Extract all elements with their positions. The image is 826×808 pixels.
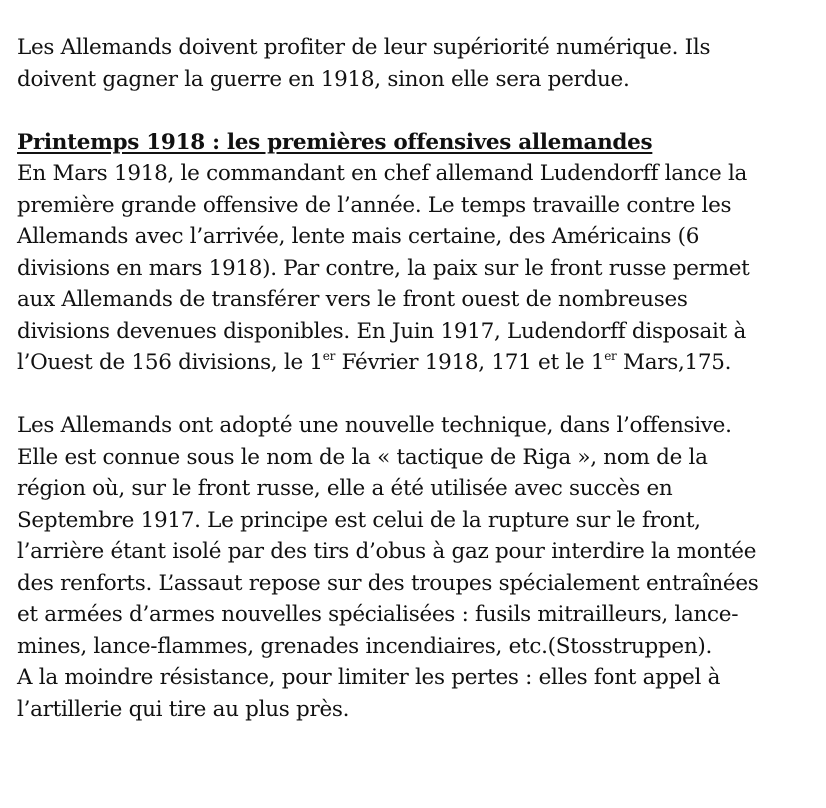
text-line: et armées d’armes nouvelles spécialisées : fusils mitrailleurs, lance- <box>17 602 739 627</box>
text-line: divisions devenues disponibles. En Juin 1917, Ludendorff disposait à <box>17 318 747 344</box>
text-line-with-superscripts <box>17 347 817 379</box>
text-line: mines, lance-flammes, grenades incendiaires, etc.(Stosstruppen). <box>17 633 713 659</box>
intro-paragraph <box>17 32 817 95</box>
text-line: divisions en mars 1918). Par contre, la paix sur le front russe permet <box>17 255 750 281</box>
text-line: première grande offensive de l’année. Le temps travaille contre les <box>17 192 732 218</box>
superscript: er <box>604 349 617 363</box>
section1-paragraph <box>17 158 817 379</box>
document-page <box>17 32 817 725</box>
paragraph-spacer <box>17 95 817 127</box>
text-line: des renforts. L’assaut repose sur des troupes spécialement entraînées <box>17 570 759 596</box>
text-line: En Mars 1918, le commandant en chef allemand Ludendorff lance la <box>17 161 748 186</box>
text-line: Elle est connue sous le nom de la « tactique de Riga », nom de la <box>17 444 708 470</box>
superscript: er <box>322 349 336 363</box>
text-line: doivent gagner la guerre en 1918, sinon elle sera perdue. <box>17 66 630 92</box>
text-fragment: Février 1918, 171 et le 1 <box>335 350 605 375</box>
text-line: Septembre 1917. Le principe est celui de la rupture sur le front, <box>17 507 701 533</box>
text-line: Les Allemands ont adopté une nouvelle technique, dans l’offensive. <box>17 413 732 438</box>
text-line: l’arrière étant isolé par des tirs d’obus à gaz pour interdire la montée <box>17 539 757 564</box>
text-line: région où, sur le front russe, elle a été utilisée avec succès en <box>17 476 673 501</box>
section-heading: Printemps 1918 : les premières offensives allemandes <box>17 129 653 155</box>
text-fragment: Mars,175. <box>616 350 732 375</box>
text-line: aux Allemands de transférer vers le front ouest de nombreuses <box>17 287 688 312</box>
paragraph-spacer <box>17 379 817 411</box>
text-line: Allemands avec l’arrivée, lente mais certaine, des Américains (6 <box>17 224 700 249</box>
text-line: l’artillerie qui tire au plus près. <box>17 696 350 722</box>
text-fragment: l’Ouest de 156 divisions, le 1 <box>17 350 323 375</box>
text-line: A la moindre résistance, pour limiter les pertes : elles font appel à <box>17 665 721 690</box>
section2-paragraph <box>17 410 817 725</box>
text-line: Les Allemands doivent profiter de leur supériorité numérique. Ils <box>17 35 711 60</box>
